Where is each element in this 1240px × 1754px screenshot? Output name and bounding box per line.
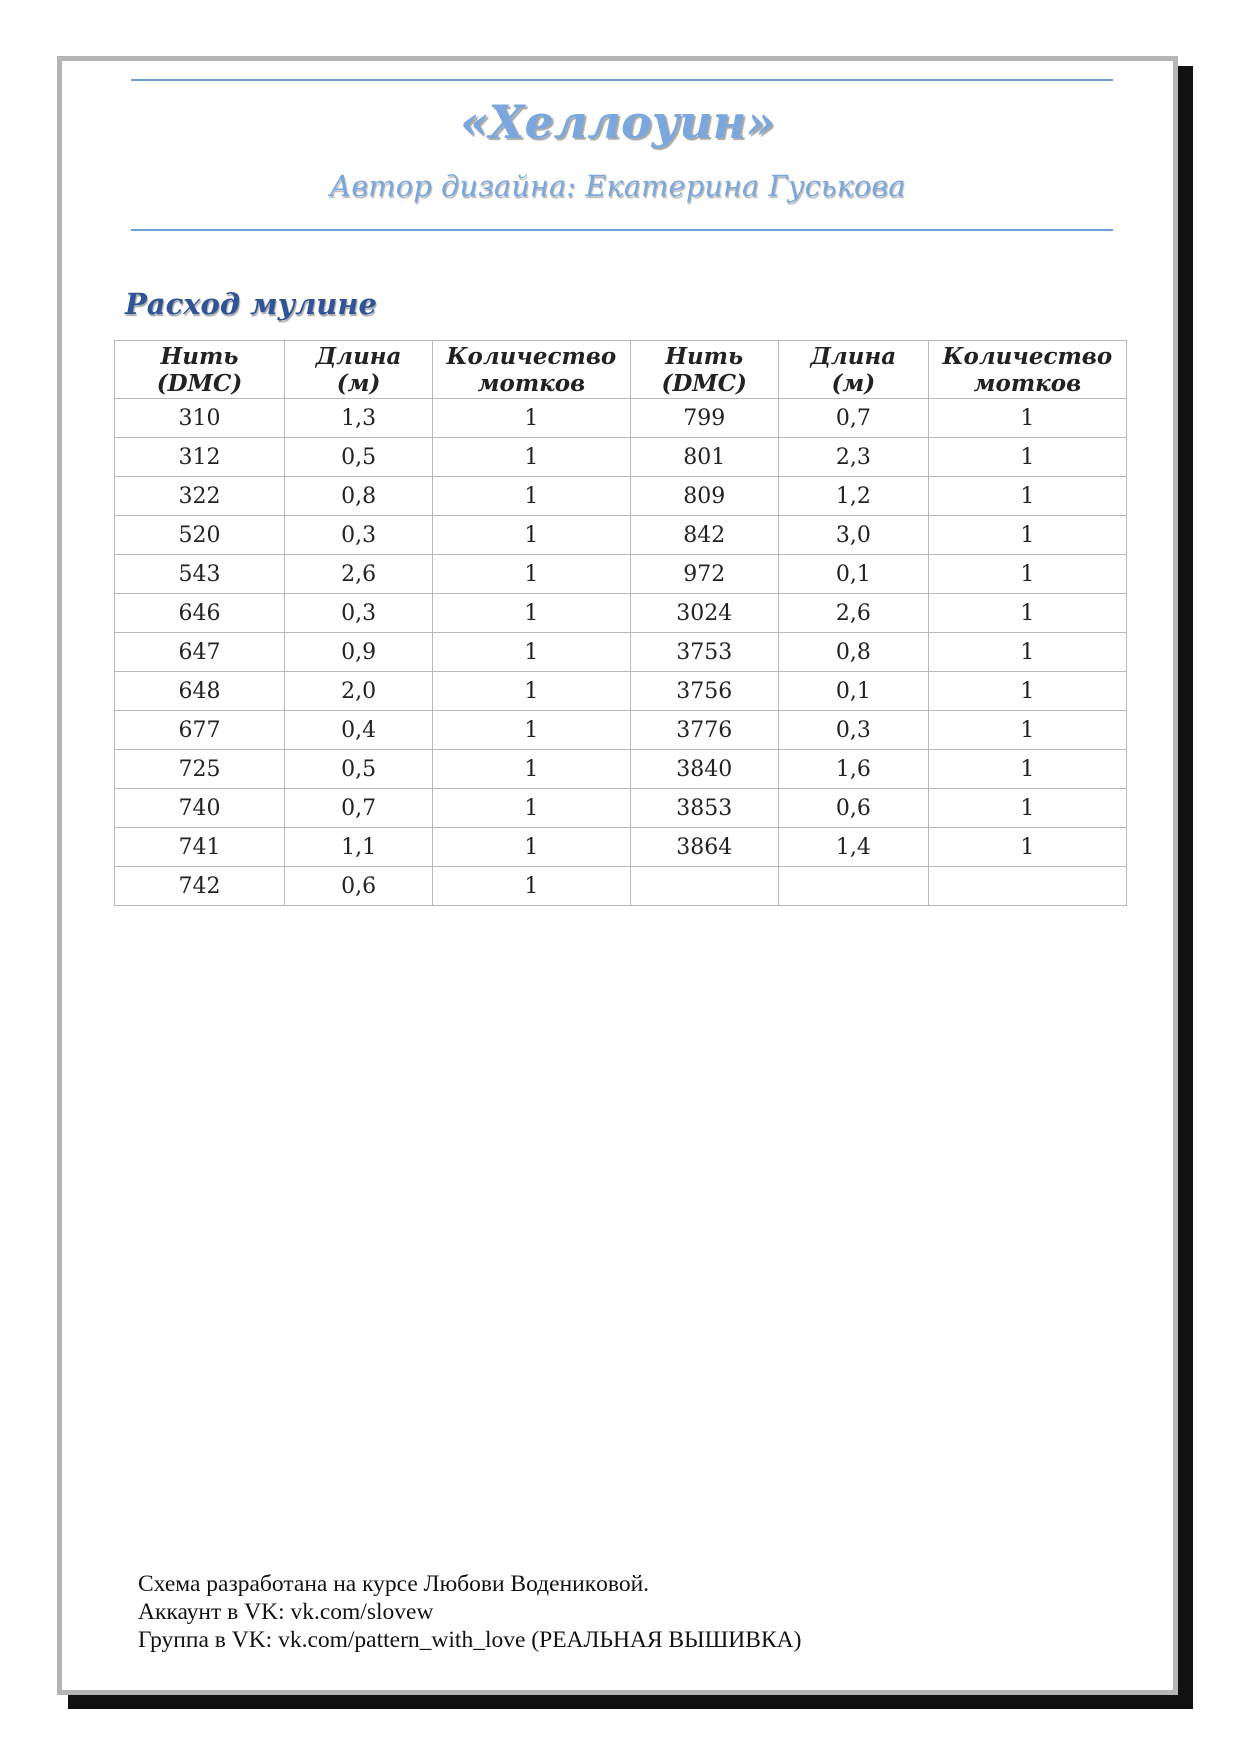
column-header-line: Нить bbox=[160, 342, 239, 370]
table-cell: 1 bbox=[433, 438, 630, 477]
column-header-line: мотков bbox=[477, 369, 586, 397]
table-cell: 1,3 bbox=[284, 399, 432, 438]
column-header-line: (м) bbox=[831, 369, 876, 397]
table-cell: 725 bbox=[115, 750, 285, 789]
table-cell: 3840 bbox=[630, 750, 778, 789]
table-cell: 742 bbox=[115, 867, 285, 906]
table-cell: 0,4 bbox=[284, 711, 432, 750]
table-cell: 2,0 bbox=[284, 672, 432, 711]
table-cell: 1,6 bbox=[778, 750, 928, 789]
table-cell: 0,9 bbox=[284, 633, 432, 672]
table-cell: 0,3 bbox=[778, 711, 928, 750]
table-cell: 3864 bbox=[630, 828, 778, 867]
table-cell: 0,1 bbox=[778, 555, 928, 594]
header-rule-bottom bbox=[131, 229, 1113, 231]
table-cell: 0,8 bbox=[778, 633, 928, 672]
column-header-line: (DMC) bbox=[156, 369, 243, 397]
table-cell: 1 bbox=[928, 555, 1126, 594]
table-cell: 1 bbox=[433, 594, 630, 633]
table-cell bbox=[630, 867, 778, 906]
table-cell: 2,6 bbox=[778, 594, 928, 633]
table-cell: 1 bbox=[928, 828, 1126, 867]
table-cell: 1,1 bbox=[284, 828, 432, 867]
table-cell: 1 bbox=[928, 711, 1126, 750]
table-cell: 1 bbox=[928, 633, 1126, 672]
table-cell: 1 bbox=[928, 516, 1126, 555]
column-header bbox=[778, 341, 928, 399]
column-header-line: (м) bbox=[336, 369, 381, 397]
table-cell: 809 bbox=[630, 477, 778, 516]
table-cell: 0,6 bbox=[778, 789, 928, 828]
table-cell: 1 bbox=[928, 477, 1126, 516]
table-cell: 677 bbox=[115, 711, 285, 750]
table-cell: 801 bbox=[630, 438, 778, 477]
table-cell: 0,5 bbox=[284, 750, 432, 789]
column-header-line: мотков bbox=[973, 369, 1082, 397]
column-header bbox=[630, 341, 778, 399]
table-row bbox=[115, 594, 1127, 633]
table-row bbox=[115, 399, 1127, 438]
table-row bbox=[115, 828, 1127, 867]
table-cell: 0,7 bbox=[778, 399, 928, 438]
table-cell: 0,1 bbox=[778, 672, 928, 711]
table-cell: 972 bbox=[630, 555, 778, 594]
table-cell: 0,3 bbox=[284, 516, 432, 555]
table-cell: 0,6 bbox=[284, 867, 432, 906]
table-cell: 648 bbox=[115, 672, 285, 711]
page-title: «Хеллоуин» bbox=[460, 95, 775, 149]
footer bbox=[138, 1570, 801, 1654]
table-cell: 740 bbox=[115, 789, 285, 828]
table-cell: 1 bbox=[928, 789, 1126, 828]
table-row bbox=[115, 477, 1127, 516]
table-row bbox=[115, 672, 1127, 711]
column-header bbox=[115, 341, 285, 399]
table-cell: 1 bbox=[433, 516, 630, 555]
column-header bbox=[433, 341, 630, 399]
table-header-row bbox=[115, 341, 1127, 399]
column-header-line: Количество bbox=[942, 342, 1113, 370]
table-cell: 3,0 bbox=[778, 516, 928, 555]
table-row bbox=[115, 438, 1127, 477]
column-header-line: (DMC) bbox=[661, 369, 747, 397]
table-cell: 1,4 bbox=[778, 828, 928, 867]
table-row bbox=[115, 711, 1127, 750]
table-cell: 0,3 bbox=[284, 594, 432, 633]
table-cell: 3024 bbox=[630, 594, 778, 633]
table-cell: 0,8 bbox=[284, 477, 432, 516]
table-cell bbox=[928, 867, 1126, 906]
document-page bbox=[57, 56, 1178, 1695]
table-cell: 646 bbox=[115, 594, 285, 633]
table-row bbox=[115, 516, 1127, 555]
table-row bbox=[115, 867, 1127, 906]
table-cell: 3756 bbox=[630, 672, 778, 711]
table-cell: 322 bbox=[115, 477, 285, 516]
table-cell: 1 bbox=[928, 594, 1126, 633]
table-cell: 310 bbox=[115, 399, 285, 438]
table-row bbox=[115, 750, 1127, 789]
section-title: Расход мулине bbox=[125, 287, 377, 321]
table-cell: 2,6 bbox=[284, 555, 432, 594]
column-header bbox=[284, 341, 432, 399]
table-cell: 1 bbox=[433, 555, 630, 594]
table-cell: 0,7 bbox=[284, 789, 432, 828]
footer-group-line: Группа в VK: vk.com/pattern_with_love (РЕАЛЬНАЯ ВЫШИВКА) bbox=[138, 1627, 802, 1653]
floss-table bbox=[114, 340, 1127, 906]
table-cell: 3853 bbox=[630, 789, 778, 828]
column-header-line: Нить bbox=[665, 342, 744, 370]
table-cell: 3776 bbox=[630, 711, 778, 750]
table-cell: 842 bbox=[630, 516, 778, 555]
table-cell: 1 bbox=[433, 828, 630, 867]
table-cell: 1 bbox=[433, 672, 630, 711]
table-row bbox=[115, 633, 1127, 672]
footer-account-line: Аккаунт в VK: vk.com/slovew bbox=[138, 1599, 434, 1625]
table-cell: 1,2 bbox=[778, 477, 928, 516]
table-row bbox=[115, 555, 1127, 594]
table-cell: 741 bbox=[115, 828, 285, 867]
column-header bbox=[928, 341, 1126, 399]
column-header-line: Длина bbox=[315, 342, 402, 370]
table-cell: 543 bbox=[115, 555, 285, 594]
column-header-line: Длина bbox=[810, 342, 897, 370]
table-cell: 1 bbox=[433, 711, 630, 750]
table-cell: 1 bbox=[433, 633, 630, 672]
table-cell: 1 bbox=[433, 750, 630, 789]
table-cell: 1 bbox=[433, 399, 630, 438]
table-cell: 1 bbox=[928, 399, 1126, 438]
table-cell: 2,3 bbox=[778, 438, 928, 477]
table-cell: 0,5 bbox=[284, 438, 432, 477]
header-rule-top bbox=[131, 79, 1113, 81]
table-cell: 1 bbox=[433, 867, 630, 906]
table-cell: 799 bbox=[630, 399, 778, 438]
table-cell: 1 bbox=[433, 789, 630, 828]
table-cell: 647 bbox=[115, 633, 285, 672]
table-cell: 1 bbox=[433, 477, 630, 516]
table-row bbox=[115, 789, 1127, 828]
column-header-line: Количество bbox=[446, 342, 617, 370]
table-cell: 3753 bbox=[630, 633, 778, 672]
table-cell: 312 bbox=[115, 438, 285, 477]
footer-course-line: Схема разработана на курсе Любови Воденикoвой. bbox=[138, 1571, 650, 1597]
table-cell: 1 bbox=[928, 438, 1126, 477]
author-line: Автор дизайна: Екатерина Гуськова bbox=[329, 169, 906, 203]
table-body bbox=[115, 399, 1127, 906]
table-cell: 520 bbox=[115, 516, 285, 555]
table-cell bbox=[778, 867, 928, 906]
table-cell: 1 bbox=[928, 750, 1126, 789]
table-cell: 1 bbox=[928, 672, 1126, 711]
